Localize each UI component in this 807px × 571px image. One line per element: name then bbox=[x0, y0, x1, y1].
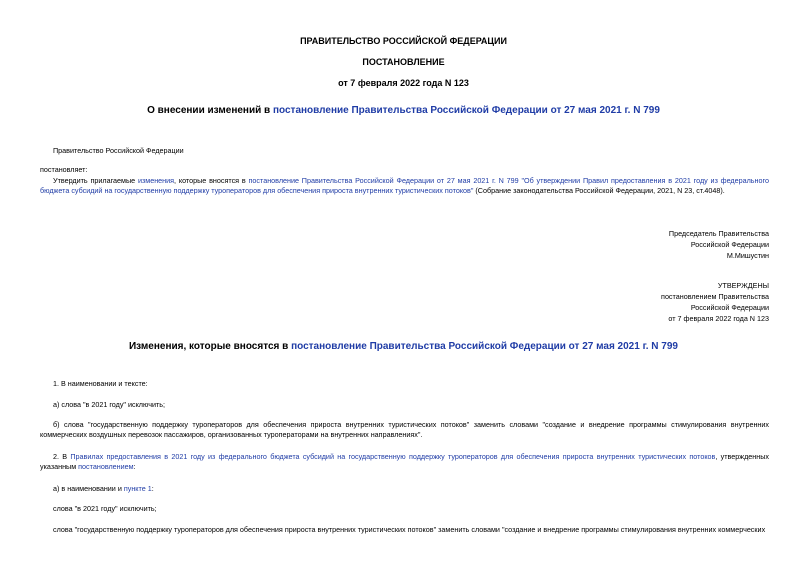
preamble-government: Правительство Российской Федерации bbox=[53, 146, 184, 155]
p1-text-c: (Собрание законодательства Российской Федерации, 2021, N 23, ст.4048). bbox=[473, 186, 725, 195]
item-2 bbox=[40, 452, 769, 472]
changes-title-prefix: Изменения, которые вносятся в bbox=[128, 341, 292, 352]
approved-line-1: УТВЕРЖДЕНЫ bbox=[717, 281, 769, 290]
item-2a-link-point[interactable]: пункте 1 bbox=[123, 484, 152, 493]
item-2a-text-a: а) в наименовании и bbox=[53, 484, 124, 493]
changes-title bbox=[0, 341, 807, 352]
item-2a-text-b: : bbox=[151, 484, 154, 493]
item-2-text-b: , утвержденных указанным bbox=[40, 452, 769, 471]
item-2-link-rules[interactable]: Правилах предоставления в 2021 году из федерального бюджета субсидий на государственную поддержку туроператоров для обеспечения прироста внутренних туристических потоков bbox=[70, 452, 716, 461]
approved-line-4: от 7 февраля 2022 года N 123 bbox=[668, 314, 769, 323]
government-heading: ПРАВИТЕЛЬСТВО РОССИЙСКОЙ ФЕДЕРАЦИИ bbox=[300, 36, 507, 46]
date-number-heading: от 7 февраля 2022 года N 123 bbox=[338, 78, 469, 88]
signature-block bbox=[520, 228, 769, 261]
document-title bbox=[0, 105, 807, 116]
p1-text-b: , которые вносятся в bbox=[174, 176, 249, 185]
signature-line-3: М.Мишустин bbox=[726, 251, 769, 260]
item-2-link-resolution[interactable]: постановлением bbox=[78, 462, 134, 471]
item-2a-1: слова "в 2021 году" исключить; bbox=[53, 504, 157, 513]
item-1a: а) слова "в 2021 году" исключить; bbox=[53, 400, 166, 409]
item-1: 1. В наименовании и тексте: bbox=[53, 379, 148, 388]
preamble-resolves: постановляет: bbox=[40, 165, 88, 174]
signature-line-1: Председатель Правительства bbox=[668, 229, 769, 238]
approved-line-3: Российской Федерации bbox=[690, 303, 769, 312]
item-2-text-c: : bbox=[133, 462, 136, 471]
item-2-text-a: 2. В bbox=[53, 452, 71, 461]
changes-title-link[interactable]: постановление Правительства Российской Федерации от 27 мая 2021 г. N 799 bbox=[291, 341, 678, 352]
approved-block bbox=[520, 280, 769, 324]
approved-line-2: постановлением Правительства bbox=[661, 292, 769, 301]
item-1b: б) слова "государственную поддержку туроператоров для обеспечения прироста внутренних туристических потоков" заменить словами "создание и внедрение программы стимулирования внутренних коммерческих воздушных перевозок пассажиров, организованных туроператорами на внутренних направлениях". bbox=[40, 420, 769, 439]
item-2a bbox=[53, 484, 154, 494]
item-2a-2: слова "государственную поддержку туроператоров для обеспечения прироста внутренних туристических потоков" заменить словами "создание и внедрение программы стимулирования внутренних коммерческих bbox=[53, 525, 766, 534]
signature-line-2: Российской Федерации bbox=[690, 240, 769, 249]
doc-type-heading: ПОСТАНОВЛЕНИЕ bbox=[362, 57, 445, 67]
preamble-paragraph bbox=[40, 176, 769, 196]
p1-link-resolution[interactable]: постановление Правительства Российской Федерации от 27 мая 2021 г. N 799 "Об утверждении Правил предоставления в 2021 году из федерального бюджета субсидий на государственную поддержку туроператоров для обеспечения прироста внутренних туристических потоков" bbox=[40, 176, 769, 195]
title-prefix: О внесении изменений в bbox=[147, 105, 273, 116]
title-link[interactable]: постановление Правительства Российской Федерации от 27 мая 2021 г. N 799 bbox=[272, 105, 660, 116]
p1-text-a: Утвердить прилагаемые bbox=[53, 176, 138, 185]
p1-link-changes[interactable]: изменения bbox=[137, 176, 175, 185]
